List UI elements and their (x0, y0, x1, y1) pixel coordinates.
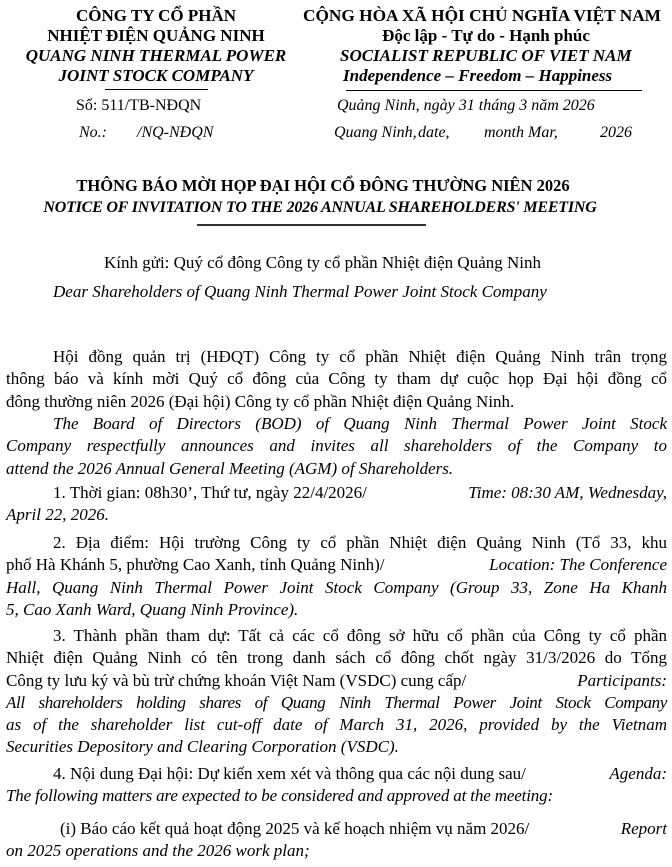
time-line1 (6, 482, 667, 504)
location-vn-line2: phố Hà Khánh 5, phường Cao Xanh, tỉnh Quảng Ninh)/ (6, 555, 385, 575)
agenda-section (6, 763, 667, 808)
time-en-line2: April 22, 2026. (6, 505, 109, 525)
national-motto-vn: Độc lập - Tự do - Hạnh phúc (382, 26, 590, 45)
agenda-item-1 (6, 818, 667, 863)
intro-vn-line: thông báo và kính mời Quý cổ đông của Công ty tham dự cuộc họp Đại hội đồng cổ (6, 369, 667, 389)
republic-name-en: SOCIALIST REPUBLIC OF VIET NAM (340, 46, 632, 65)
company-name-en-line2: JOINT STOCK COMPANY (58, 66, 254, 85)
intro-en-line: attend the 2026 Annual General Meeting (AGM) of Shareholders. (6, 458, 454, 478)
location-vn-line1: 2. Địa điểm: Hội trường Công ty cổ phần Nhiệt điện Quảng Ninh (Tổ 33, khu (53, 533, 667, 552)
republic-name-vn: CỘNG HÒA XÃ HỘI CHỦ NGHĨA VIỆT NAM (303, 6, 661, 25)
agenda-item-1-en-line2: on 2025 operations and the 2026 work plan; (6, 841, 310, 861)
date-en-year: 2026 (600, 124, 632, 141)
intro-vn-line: Hội đồng quản trị (HĐQT) Công ty cổ phần Nhiệt điện Quảng Ninh trân trọng (53, 347, 667, 366)
location-line2 (6, 554, 667, 576)
time-section (6, 482, 667, 527)
time-en: Time: 08:30 AM, Wednesday, (468, 483, 667, 502)
date-en-date: date, (418, 124, 450, 141)
intro-vn-line: đông thường niên 2026 (Đại hội) Công ty cổ phần Nhiệt điện Quảng Ninh. (6, 391, 515, 411)
salutation-en: Dear Shareholders of Quang Ninh Thermal Power Joint Stock Company (53, 282, 547, 301)
company-name-en-line1: QUANG NINH THERMAL POWER (25, 46, 287, 65)
participants-line3 (6, 670, 667, 692)
document-number-en-label: No.: (79, 124, 107, 141)
agenda-vn-line1: 4. Nội dung Đại hội: Dự kiến xem xét và thông qua các nội dung sau/ (53, 764, 526, 783)
date-en-place: Quang Ninh, (334, 124, 417, 141)
participants-en-line3: Participants: (577, 670, 667, 690)
intro-en-line: Company respectfully announces and invites all shareholders of the Company to (6, 436, 667, 456)
company-name-vn-line1: CÔNG TY CỔ PHẦN (75, 6, 237, 25)
participants-en-line6: Securities Depository and Clearing Corporation (VSDC). (6, 737, 399, 757)
agenda-item-1-en: Report (620, 819, 667, 838)
location-en-line2: Location: The Conference (489, 555, 667, 575)
participants-en-line5: as of the shareholder list cut-off date of March 31, 2026, provided by the Vietnam (6, 715, 667, 735)
company-underline (105, 89, 208, 90)
agenda-item-1-vn: (i) Báo cáo kết quả hoạt động 2025 và kế hoạch nhiệm vụ năm 2026/ (60, 819, 530, 838)
intro-en-line: The Board of Directors (BOD) of Quang Ninh Thermal Power Joint Stock (53, 414, 667, 433)
participants-vn-line2: Nhiệt điện Quảng Ninh có tên trong danh sách cổ đông chốt ngày 31/3/2026 do Tổng (6, 648, 667, 668)
location-section (6, 532, 667, 621)
title-underline (197, 224, 426, 226)
location-en-line4: 5, Cao Xanh Ward, Quang Ninh Province). (6, 599, 299, 619)
company-name-vn-line2: NHIỆT ĐIỆN QUẢNG NINH (47, 26, 265, 45)
document-number-en-value: /NQ-NĐQN (137, 124, 214, 141)
notice-title-en: NOTICE OF INVITATION TO THE 2026 ANNUAL SHAREHOLDERS' MEETING (43, 199, 597, 216)
location-en-line3: Hall, Quang Ninh Thermal Power Joint Stock Company (Group 33, Zone Ha Khanh (6, 577, 667, 597)
salutation-vn: Kính gửi: Quý cổ đông Công ty cổ phần Nhiệt điện Quảng Ninh (104, 253, 541, 272)
republic-underline (346, 90, 642, 91)
agenda-en-line1: Agenda: (609, 764, 667, 783)
participants-en-line4: All shareholders holding shares of Quang Ninh Thermal Power Joint Stock Company (6, 692, 667, 712)
participants-vn-line1: 3. Thành phần tham dự: Tất cả các cổ đông sở hữu cổ phần của Công ty cổ phần (53, 626, 667, 645)
document-number-vn: Số: 511/TB-NĐQN (76, 97, 202, 114)
intro-paragraph-vn (6, 346, 667, 413)
participants-vn-line3: Công ty lưu ký và bù trừ chứng khoán Việt Nam (VSDC) cung cấp/ (6, 670, 467, 690)
agenda-en-line2: The following matters are expected to be considered and approved at the meeting: (6, 786, 553, 806)
agenda-item-1-line1 (6, 818, 667, 840)
time-vn: 1. Thời gian: 08h30’, Thứ tư, ngày 22/4/2026/ (53, 483, 367, 502)
national-motto-en: Independence – Freedom – Happiness (343, 66, 613, 85)
date-vn: Quảng Ninh, ngày 31 tháng 3 năm 2026 (337, 97, 595, 114)
participants-section (6, 625, 667, 759)
intro-paragraph-en (6, 413, 667, 480)
notice-title-vn: THÔNG BÁO MỜI HỌP ĐẠI HỘI CỔ ĐÔNG THƯỜNG NIÊN 2026 (76, 176, 570, 195)
date-en-month: month Mar, (484, 124, 558, 141)
agenda-line1 (6, 763, 667, 785)
